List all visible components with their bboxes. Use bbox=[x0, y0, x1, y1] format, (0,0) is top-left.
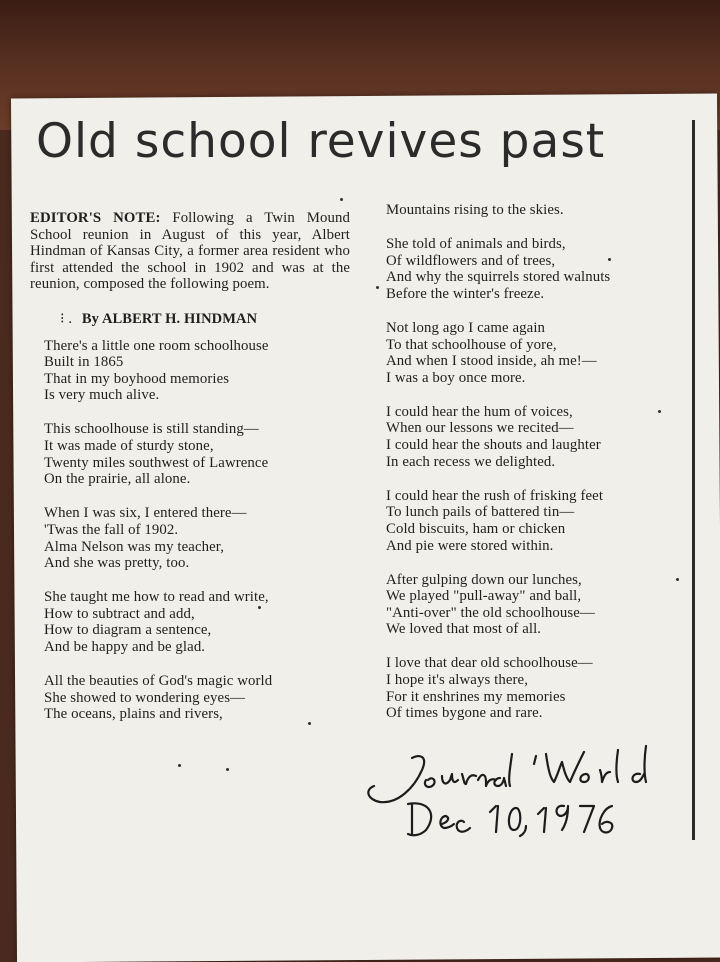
editors-note-label: EDITOR'S NOTE: bbox=[30, 210, 161, 226]
poem-line: "Anti-over" the old schoolhouse— bbox=[386, 604, 595, 621]
poem-stanza bbox=[44, 338, 350, 404]
poem-line: I was a boy once more. bbox=[386, 369, 526, 386]
poem-stanza bbox=[386, 236, 686, 302]
poem-line: Cold biscuits, ham or chicken bbox=[386, 520, 566, 537]
poem-line: I love that dear old schoolhouse— bbox=[386, 655, 593, 672]
poem-stanza bbox=[44, 505, 350, 571]
poem-line: We loved that most of all. bbox=[386, 621, 542, 638]
print-speck bbox=[676, 578, 679, 581]
print-speck bbox=[178, 764, 181, 767]
poem-line: 'Twas the fall of 1902. bbox=[44, 521, 179, 538]
poem-line: Is very much alive. bbox=[44, 387, 160, 404]
poem-stanza bbox=[386, 572, 686, 638]
poem-stanza bbox=[44, 673, 350, 723]
poem-line: Built in 1865 bbox=[44, 354, 124, 371]
left-column bbox=[30, 210, 350, 740]
handwritten-signature bbox=[350, 740, 680, 850]
right-column bbox=[386, 202, 686, 739]
poem-stanza bbox=[386, 404, 686, 470]
poem-line: I could hear the shouts and laughter bbox=[386, 437, 601, 454]
poem-line: How to diagram a sentence, bbox=[44, 622, 212, 639]
poem-line: The oceans, plains and rivers, bbox=[44, 706, 223, 723]
poem-stanza bbox=[44, 589, 350, 655]
poem-line: I could hear the rush of frisking feet bbox=[386, 487, 604, 504]
poem-line: I hope it's always there, bbox=[386, 672, 528, 689]
editors-note bbox=[30, 210, 350, 293]
poem-line: And when I stood inside, ah me!— bbox=[386, 353, 597, 370]
print-speck bbox=[376, 286, 379, 289]
poem-line: It was made of sturdy stone, bbox=[44, 438, 214, 455]
poem-line: She showed to wondering eyes— bbox=[44, 689, 245, 706]
poem-line: To lunch pails of battered tin— bbox=[386, 504, 575, 521]
poem-line: Of times bygone and rare. bbox=[386, 705, 543, 722]
poem-line: Mountains rising to the skies. bbox=[386, 202, 564, 218]
poem-line: In each recess we delighted. bbox=[386, 453, 556, 470]
poem-stanza bbox=[386, 488, 686, 554]
byline bbox=[60, 311, 350, 328]
poem-line: To that schoolhouse of yore, bbox=[386, 336, 557, 353]
print-speck bbox=[608, 258, 611, 261]
poem-stanza bbox=[386, 655, 686, 721]
byline-dots: ⁝ . bbox=[60, 310, 73, 327]
poem-line: This schoolhouse is still standing— bbox=[44, 421, 259, 438]
poem-line: There's a little one room schoolhouse bbox=[44, 337, 269, 354]
poem-line: When our lessons we recited— bbox=[386, 420, 574, 437]
poem-line: Not long ago I came again bbox=[386, 319, 546, 336]
poem-line: Alma Nelson was my teacher, bbox=[44, 538, 225, 555]
clipping-column-rule bbox=[692, 120, 695, 840]
print-speck bbox=[258, 606, 261, 609]
poem-stanza bbox=[386, 320, 686, 386]
poem-line: And pie were stored within. bbox=[386, 537, 554, 554]
poem-line: Before the winter's freeze. bbox=[386, 285, 545, 302]
poem-line: I could hear the hum of voices, bbox=[386, 403, 573, 420]
poem-line: Of wildflowers and of trees, bbox=[386, 252, 556, 269]
poem-line: All the beauties of God's magic world bbox=[44, 673, 273, 690]
byline-text: By ALBERT H. HINDMAN bbox=[81, 310, 258, 327]
poem-left-column bbox=[30, 338, 350, 723]
poem-line: When I was six, I entered there— bbox=[44, 505, 247, 522]
poem-stanza bbox=[44, 421, 350, 487]
print-speck bbox=[340, 198, 343, 201]
poem-line: She taught me how to read and write, bbox=[44, 589, 269, 606]
poem-line: She told of animals and birds, bbox=[386, 236, 566, 253]
print-speck bbox=[226, 768, 229, 771]
poem-line: How to subtract and add, bbox=[44, 605, 195, 622]
editors-note-text: Following a Twin Mound School reunion in August of this year, Albert Hindman of Kansas City, a former area resident who first attended the school in 1902 and was at the reunion, composed the following poem. bbox=[30, 210, 350, 293]
poem-line: For it enshrines my memories bbox=[386, 688, 566, 705]
poem-line: That in my boyhood memories bbox=[44, 370, 230, 387]
poem-line: After gulping down our lunches, bbox=[386, 571, 582, 588]
poem-line: And she was pretty, too. bbox=[44, 555, 190, 572]
poem-line: We played "pull-away" and ball, bbox=[386, 588, 582, 605]
print-speck bbox=[308, 722, 311, 725]
poem-line: And be happy and be glad. bbox=[44, 638, 206, 655]
poem-line: Twenty miles southwest of Lawrence bbox=[44, 454, 269, 471]
print-speck bbox=[658, 410, 661, 413]
poem-line: On the prairie, all alone. bbox=[44, 471, 191, 488]
poem-line: And why the squirrels stored walnuts bbox=[386, 269, 611, 286]
headline: Old school revives past bbox=[36, 114, 606, 169]
poem-stanza bbox=[386, 202, 686, 219]
poem-right-column bbox=[386, 202, 686, 722]
